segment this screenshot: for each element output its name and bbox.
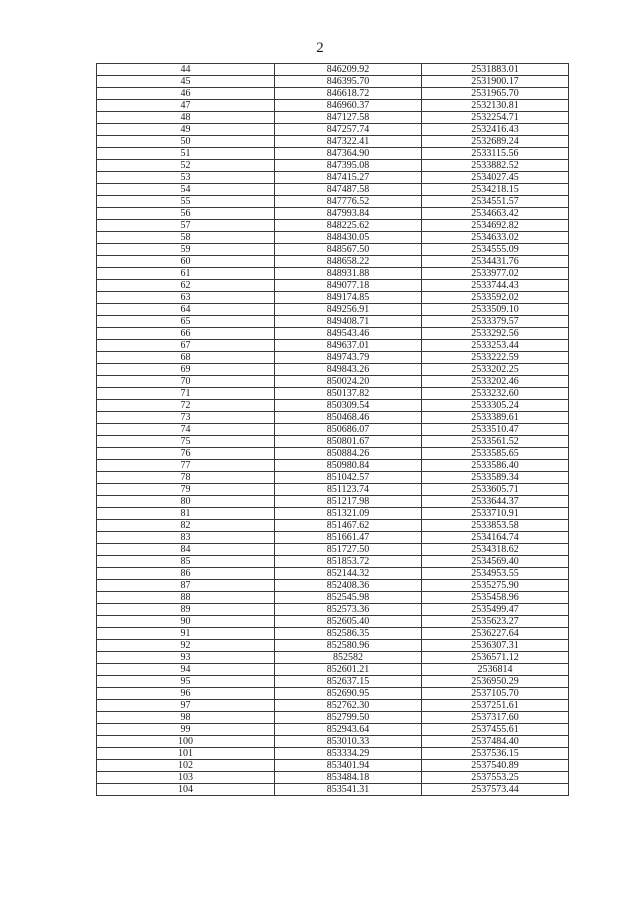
- table-row: [97, 460, 569, 472]
- table-row: [97, 220, 569, 232]
- table-row: [97, 100, 569, 112]
- coordinates-table: [96, 63, 569, 796]
- x-coordinate-cell: 852573.36: [275, 604, 422, 616]
- y-coordinate-cell: 2534569.40: [422, 556, 569, 568]
- x-coordinate-cell: 847395.08: [275, 160, 422, 172]
- table-row: [97, 292, 569, 304]
- point-number-cell: 62: [97, 280, 275, 292]
- x-coordinate-cell: 846960.37: [275, 100, 422, 112]
- point-number-cell: 89: [97, 604, 275, 616]
- table-row: [97, 520, 569, 532]
- point-number-cell: 93: [97, 652, 275, 664]
- y-coordinate-cell: 2537484.40: [422, 736, 569, 748]
- x-coordinate-cell: 847322.41: [275, 136, 422, 148]
- table-row: [97, 784, 569, 796]
- y-coordinate-cell: 2537540.89: [422, 760, 569, 772]
- x-coordinate-cell: 846395.70: [275, 76, 422, 88]
- y-coordinate-cell: 2535275.90: [422, 580, 569, 592]
- x-coordinate-cell: 853401.94: [275, 760, 422, 772]
- x-coordinate-cell: 852586.35: [275, 628, 422, 640]
- table-row: [97, 628, 569, 640]
- point-number-cell: 96: [97, 688, 275, 700]
- table-row: [97, 388, 569, 400]
- x-coordinate-cell: 848931.88: [275, 268, 422, 280]
- table-row: [97, 508, 569, 520]
- y-coordinate-cell: 2536571.12: [422, 652, 569, 664]
- y-coordinate-cell: 2536307.31: [422, 640, 569, 652]
- y-coordinate-cell: 2532130.81: [422, 100, 569, 112]
- table-row: [97, 208, 569, 220]
- y-coordinate-cell: 2533253.44: [422, 340, 569, 352]
- table-row: [97, 256, 569, 268]
- table-row: [97, 280, 569, 292]
- table-row: [97, 376, 569, 388]
- x-coordinate-cell: 849256.91: [275, 304, 422, 316]
- point-number-cell: 73: [97, 412, 275, 424]
- point-number-cell: 58: [97, 232, 275, 244]
- table-row: [97, 736, 569, 748]
- point-number-cell: 69: [97, 364, 275, 376]
- point-number-cell: 72: [97, 400, 275, 412]
- y-coordinate-cell: 2533589.34: [422, 472, 569, 484]
- y-coordinate-cell: 2533202.25: [422, 364, 569, 376]
- coordinates-table-body: [97, 64, 569, 796]
- y-coordinate-cell: 2537573.44: [422, 784, 569, 796]
- point-number-cell: 59: [97, 244, 275, 256]
- y-coordinate-cell: 2533882.52: [422, 160, 569, 172]
- x-coordinate-cell: 850024.20: [275, 376, 422, 388]
- y-coordinate-cell: 2533232.60: [422, 388, 569, 400]
- y-coordinate-cell: 2534431.76: [422, 256, 569, 268]
- x-coordinate-cell: 850884.26: [275, 448, 422, 460]
- y-coordinate-cell: 2533379.57: [422, 316, 569, 328]
- table-row: [97, 400, 569, 412]
- table-row: [97, 580, 569, 592]
- point-number-cell: 103: [97, 772, 275, 784]
- y-coordinate-cell: 2537251.61: [422, 700, 569, 712]
- point-number-cell: 61: [97, 268, 275, 280]
- point-number-cell: 91: [97, 628, 275, 640]
- y-coordinate-cell: 2533305.24: [422, 400, 569, 412]
- point-number-cell: 102: [97, 760, 275, 772]
- table-row: [97, 700, 569, 712]
- point-number-cell: 90: [97, 616, 275, 628]
- y-coordinate-cell: 2535499.47: [422, 604, 569, 616]
- point-number-cell: 66: [97, 328, 275, 340]
- point-number-cell: 98: [97, 712, 275, 724]
- x-coordinate-cell: 851727.50: [275, 544, 422, 556]
- x-coordinate-cell: 851321.09: [275, 508, 422, 520]
- x-coordinate-cell: 852637.15: [275, 676, 422, 688]
- table-row: [97, 172, 569, 184]
- table-row: [97, 652, 569, 664]
- table-row: [97, 712, 569, 724]
- table-row: [97, 184, 569, 196]
- table-row: [97, 616, 569, 628]
- point-number-cell: 54: [97, 184, 275, 196]
- table-row: [97, 604, 569, 616]
- x-coordinate-cell: 847364.90: [275, 148, 422, 160]
- x-coordinate-cell: 849743.79: [275, 352, 422, 364]
- x-coordinate-cell: 848658.22: [275, 256, 422, 268]
- x-coordinate-cell: 852580.96: [275, 640, 422, 652]
- table-row: [97, 232, 569, 244]
- table-row: [97, 268, 569, 280]
- x-coordinate-cell: 852762.30: [275, 700, 422, 712]
- table-row: [97, 640, 569, 652]
- x-coordinate-cell: 852690.95: [275, 688, 422, 700]
- x-coordinate-cell: 850801.67: [275, 436, 422, 448]
- table-row: [97, 664, 569, 676]
- point-number-cell: 104: [97, 784, 275, 796]
- point-number-cell: 44: [97, 64, 275, 76]
- point-number-cell: 76: [97, 448, 275, 460]
- y-coordinate-cell: 2533605.71: [422, 484, 569, 496]
- y-coordinate-cell: 2531965.70: [422, 88, 569, 100]
- table-row: [97, 532, 569, 544]
- x-coordinate-cell: 848225.62: [275, 220, 422, 232]
- y-coordinate-cell: 2534164.74: [422, 532, 569, 544]
- table-row: [97, 316, 569, 328]
- y-coordinate-cell: 2534555.09: [422, 244, 569, 256]
- point-number-cell: 47: [97, 100, 275, 112]
- table-row: [97, 688, 569, 700]
- table-row: [97, 196, 569, 208]
- y-coordinate-cell: 2533853.58: [422, 520, 569, 532]
- point-number-cell: 83: [97, 532, 275, 544]
- table-row: [97, 484, 569, 496]
- x-coordinate-cell: 847257.74: [275, 124, 422, 136]
- point-number-cell: 49: [97, 124, 275, 136]
- table-row: [97, 724, 569, 736]
- x-coordinate-cell: 847127.58: [275, 112, 422, 124]
- x-coordinate-cell: 849077.18: [275, 280, 422, 292]
- x-coordinate-cell: 850137.82: [275, 388, 422, 400]
- point-number-cell: 68: [97, 352, 275, 364]
- y-coordinate-cell: 2534663.42: [422, 208, 569, 220]
- x-coordinate-cell: 853010.33: [275, 736, 422, 748]
- x-coordinate-cell: 850980.84: [275, 460, 422, 472]
- x-coordinate-cell: 849637.01: [275, 340, 422, 352]
- point-number-cell: 64: [97, 304, 275, 316]
- table-row: [97, 244, 569, 256]
- point-number-cell: 46: [97, 88, 275, 100]
- point-number-cell: 63: [97, 292, 275, 304]
- table-row: [97, 76, 569, 88]
- y-coordinate-cell: 2533389.61: [422, 412, 569, 424]
- x-coordinate-cell: 851467.62: [275, 520, 422, 532]
- y-coordinate-cell: 2537317.60: [422, 712, 569, 724]
- y-coordinate-cell: 2533592.02: [422, 292, 569, 304]
- x-coordinate-cell: 847993.84: [275, 208, 422, 220]
- table-row: [97, 748, 569, 760]
- x-coordinate-cell: 850309.54: [275, 400, 422, 412]
- table-row: [97, 472, 569, 484]
- y-coordinate-cell: 2537105.70: [422, 688, 569, 700]
- point-number-cell: 81: [97, 508, 275, 520]
- point-number-cell: 71: [97, 388, 275, 400]
- table-row: [97, 436, 569, 448]
- x-coordinate-cell: 850468.46: [275, 412, 422, 424]
- y-coordinate-cell: 2533561.52: [422, 436, 569, 448]
- x-coordinate-cell: 852545.98: [275, 592, 422, 604]
- x-coordinate-cell: 852943.64: [275, 724, 422, 736]
- y-coordinate-cell: 2533977.02: [422, 268, 569, 280]
- x-coordinate-cell: 848567.50: [275, 244, 422, 256]
- point-number-cell: 77: [97, 460, 275, 472]
- x-coordinate-cell: 849543.46: [275, 328, 422, 340]
- table-row: [97, 340, 569, 352]
- x-coordinate-cell: 852601.21: [275, 664, 422, 676]
- point-number-cell: 78: [97, 472, 275, 484]
- point-number-cell: 67: [97, 340, 275, 352]
- x-coordinate-cell: 849174.85: [275, 292, 422, 304]
- point-number-cell: 84: [97, 544, 275, 556]
- table-row: [97, 160, 569, 172]
- y-coordinate-cell: 2534692.82: [422, 220, 569, 232]
- x-coordinate-cell: 846209.92: [275, 64, 422, 76]
- point-number-cell: 101: [97, 748, 275, 760]
- y-coordinate-cell: 2534551.57: [422, 196, 569, 208]
- point-number-cell: 56: [97, 208, 275, 220]
- table-row: [97, 148, 569, 160]
- y-coordinate-cell: 2533744.43: [422, 280, 569, 292]
- y-coordinate-cell: 2533586.40: [422, 460, 569, 472]
- table-row: [97, 676, 569, 688]
- point-number-cell: 51: [97, 148, 275, 160]
- table-row: [97, 64, 569, 76]
- x-coordinate-cell: 852144.32: [275, 568, 422, 580]
- table-row: [97, 304, 569, 316]
- y-coordinate-cell: 2533710.91: [422, 508, 569, 520]
- x-coordinate-cell: 848430.05: [275, 232, 422, 244]
- x-coordinate-cell: 852408.36: [275, 580, 422, 592]
- point-number-cell: 92: [97, 640, 275, 652]
- y-coordinate-cell: 2533644.37: [422, 496, 569, 508]
- y-coordinate-cell: 2534318.62: [422, 544, 569, 556]
- point-number-cell: 87: [97, 580, 275, 592]
- table-row: [97, 496, 569, 508]
- point-number-cell: 57: [97, 220, 275, 232]
- y-coordinate-cell: 2537553.25: [422, 772, 569, 784]
- table-row: [97, 328, 569, 340]
- x-coordinate-cell: 849843.26: [275, 364, 422, 376]
- point-number-cell: 86: [97, 568, 275, 580]
- table-row: [97, 124, 569, 136]
- table-row: [97, 136, 569, 148]
- point-number-cell: 97: [97, 700, 275, 712]
- y-coordinate-cell: 2533115.56: [422, 148, 569, 160]
- y-coordinate-cell: 2533585.65: [422, 448, 569, 460]
- y-coordinate-cell: 2533509.10: [422, 304, 569, 316]
- y-coordinate-cell: 2534953.55: [422, 568, 569, 580]
- y-coordinate-cell: 2534218.15: [422, 184, 569, 196]
- y-coordinate-cell: 2536227.64: [422, 628, 569, 640]
- x-coordinate-cell: 851042.57: [275, 472, 422, 484]
- y-coordinate-cell: 2536950.29: [422, 676, 569, 688]
- table-row: [97, 592, 569, 604]
- y-coordinate-cell: 2532254.71: [422, 112, 569, 124]
- x-coordinate-cell: 853484.18: [275, 772, 422, 784]
- x-coordinate-cell: 852605.40: [275, 616, 422, 628]
- table-row: [97, 424, 569, 436]
- y-coordinate-cell: 2537536.15: [422, 748, 569, 760]
- y-coordinate-cell: 2535623.27: [422, 616, 569, 628]
- table-row: [97, 352, 569, 364]
- table-row: [97, 760, 569, 772]
- x-coordinate-cell: 851661.47: [275, 532, 422, 544]
- x-coordinate-cell: 853334.29: [275, 748, 422, 760]
- point-number-cell: 60: [97, 256, 275, 268]
- y-coordinate-cell: 2534027.45: [422, 172, 569, 184]
- table-row: [97, 448, 569, 460]
- x-coordinate-cell: 847776.52: [275, 196, 422, 208]
- x-coordinate-cell: 847415.27: [275, 172, 422, 184]
- x-coordinate-cell: 851217.98: [275, 496, 422, 508]
- x-coordinate-cell: 852799.50: [275, 712, 422, 724]
- y-coordinate-cell: 2533510.47: [422, 424, 569, 436]
- point-number-cell: 65: [97, 316, 275, 328]
- point-number-cell: 55: [97, 196, 275, 208]
- table-row: [97, 556, 569, 568]
- point-number-cell: 99: [97, 724, 275, 736]
- y-coordinate-cell: 2533202.46: [422, 376, 569, 388]
- table-row: [97, 88, 569, 100]
- point-number-cell: 50: [97, 136, 275, 148]
- y-coordinate-cell: 2535458.96: [422, 592, 569, 604]
- y-coordinate-cell: 2536814: [422, 664, 569, 676]
- point-number-cell: 88: [97, 592, 275, 604]
- point-number-cell: 79: [97, 484, 275, 496]
- y-coordinate-cell: 2532416.43: [422, 124, 569, 136]
- point-number-cell: 95: [97, 676, 275, 688]
- point-number-cell: 70: [97, 376, 275, 388]
- x-coordinate-cell: 852582: [275, 652, 422, 664]
- x-coordinate-cell: 847487.58: [275, 184, 422, 196]
- table-row: [97, 412, 569, 424]
- point-number-cell: 75: [97, 436, 275, 448]
- y-coordinate-cell: 2532689.24: [422, 136, 569, 148]
- point-number-cell: 53: [97, 172, 275, 184]
- point-number-cell: 82: [97, 520, 275, 532]
- point-number-cell: 52: [97, 160, 275, 172]
- x-coordinate-cell: 851123.74: [275, 484, 422, 496]
- point-number-cell: 94: [97, 664, 275, 676]
- point-number-cell: 45: [97, 76, 275, 88]
- point-number-cell: 80: [97, 496, 275, 508]
- x-coordinate-cell: 851853.72: [275, 556, 422, 568]
- table-row: [97, 772, 569, 784]
- y-coordinate-cell: 2534633.02: [422, 232, 569, 244]
- point-number-cell: 48: [97, 112, 275, 124]
- point-number-cell: 85: [97, 556, 275, 568]
- table-row: [97, 568, 569, 580]
- point-number-cell: 100: [97, 736, 275, 748]
- y-coordinate-cell: 2537455.61: [422, 724, 569, 736]
- y-coordinate-cell: 2531883.01: [422, 64, 569, 76]
- x-coordinate-cell: 846618.72: [275, 88, 422, 100]
- y-coordinate-cell: 2531900.17: [422, 76, 569, 88]
- page-number: 2: [316, 40, 324, 56]
- x-coordinate-cell: 850686.07: [275, 424, 422, 436]
- x-coordinate-cell: 853541.31: [275, 784, 422, 796]
- y-coordinate-cell: 2533222.59: [422, 352, 569, 364]
- x-coordinate-cell: 849408.71: [275, 316, 422, 328]
- table-row: [97, 364, 569, 376]
- table-row: [97, 544, 569, 556]
- table-row: [97, 112, 569, 124]
- y-coordinate-cell: 2533292.56: [422, 328, 569, 340]
- point-number-cell: 74: [97, 424, 275, 436]
